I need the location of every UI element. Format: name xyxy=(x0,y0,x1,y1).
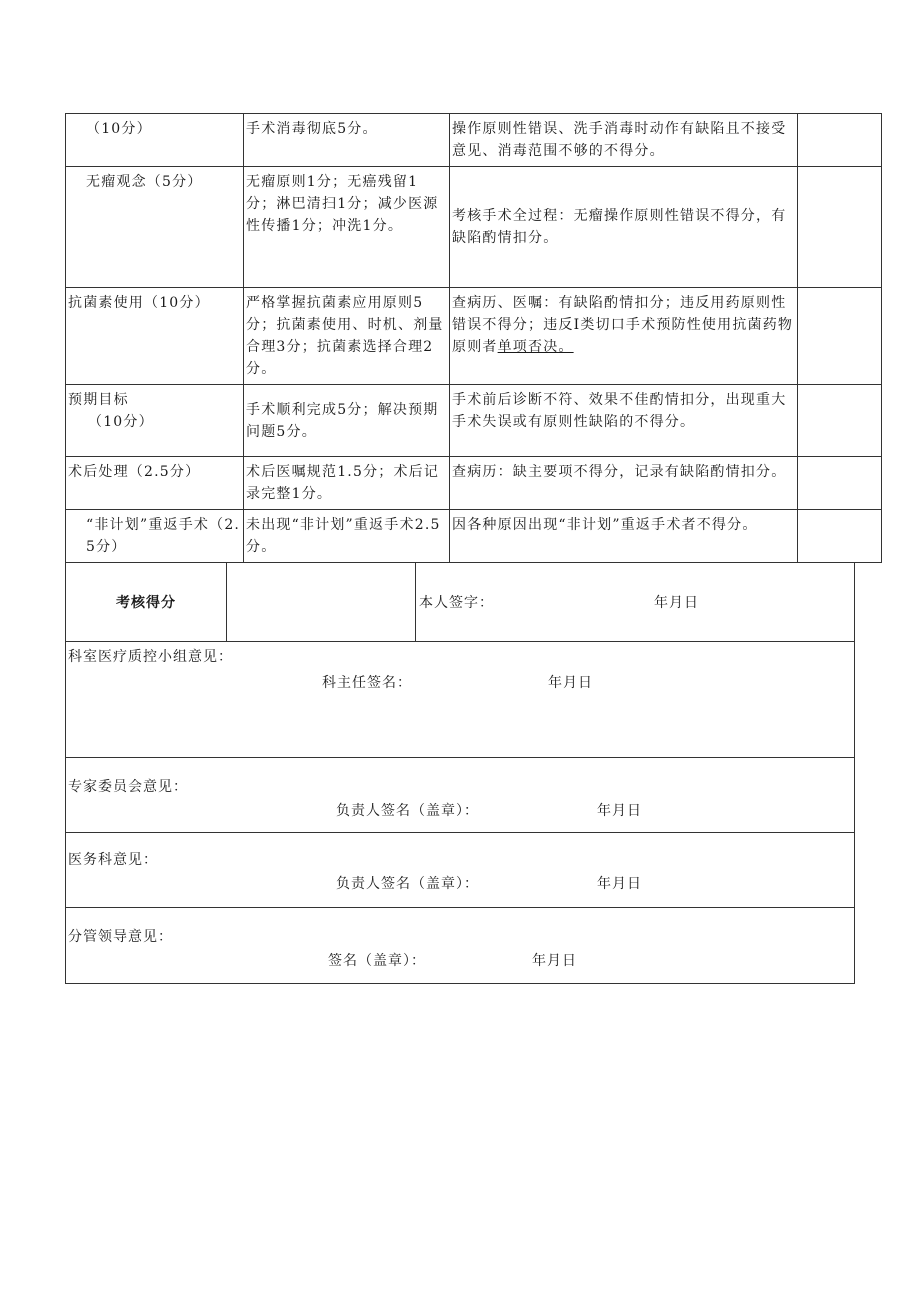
opinion-signature xyxy=(336,800,642,820)
score-cell[interactable] xyxy=(798,510,882,563)
opinion-title: 科室医疗质控小组意见： xyxy=(68,649,233,665)
evaluation-form xyxy=(65,113,855,984)
table-row xyxy=(66,288,882,385)
table-row xyxy=(66,457,882,510)
method-cell xyxy=(450,114,798,167)
date-label: 年月日 xyxy=(597,803,642,819)
opinion-title: 分管领导意见： xyxy=(68,929,173,945)
item-text-line2: （10分） xyxy=(88,414,154,430)
method-text: 手术前后诊断不符、效果不佳酌情扣分，出现重大手术失误或有原则性缺陷的不得分。 xyxy=(452,392,787,430)
date-label: 年月日 xyxy=(654,595,699,611)
dept-quality-opinion[interactable] xyxy=(65,642,855,758)
table-row xyxy=(66,167,882,288)
item-cell xyxy=(66,385,244,457)
standard-text: 手术消毒彻底5分。 xyxy=(246,121,378,137)
standard-cell xyxy=(244,510,450,563)
item-cell xyxy=(66,457,244,510)
method-text: 因各种原因出现“非计划”重返手术者不得分。 xyxy=(452,517,758,533)
standard-text: 无瘤原则1分；无癌残留1分；淋巴清扫1分；减少医源性传播1分；冲洗1分。 xyxy=(246,174,439,234)
item-cell xyxy=(66,510,244,563)
veto-text: 单项否决。 xyxy=(497,339,574,355)
standard-text: 术后医嘱规范1.5分；术后记录完整1分。 xyxy=(246,464,440,502)
sign-label: 科主任签名： xyxy=(322,675,412,691)
leadership-opinion[interactable] xyxy=(65,908,855,984)
item-text: 无瘤观念（5分） xyxy=(86,174,203,190)
method-cell xyxy=(450,288,798,385)
sign-label: 负责人签名（盖章）： xyxy=(336,876,479,892)
self-signature-cell[interactable] xyxy=(416,563,855,642)
score-cell[interactable] xyxy=(798,114,882,167)
method-cell xyxy=(450,167,798,288)
opinion-title: 专家委员会意见： xyxy=(68,779,188,795)
score-label: 考核得分 xyxy=(66,563,227,642)
method-text: 操作原则性错误、洗手消毒时动作有缺陷且不接受意见、消毒范围不够的不得分。 xyxy=(452,121,787,159)
standard-text: 未出现“非计划”重返手术2.5分。 xyxy=(246,517,441,555)
standard-cell xyxy=(244,288,450,385)
signature-label: 本人签字： xyxy=(419,595,494,611)
standard-cell xyxy=(244,385,450,457)
item-text: 术后处理（2.5分） xyxy=(68,464,201,480)
method-cell xyxy=(450,457,798,510)
method-text: 查病历、医嘱：有缺陷酌情扣分；违反用药原则性错误不得分；违反I类切口手术预防性使用抗菌药物原则者 xyxy=(452,295,794,355)
opinion-signature xyxy=(336,873,642,893)
sign-label: 签名（盖章）： xyxy=(328,953,426,969)
medical-affairs-opinion[interactable] xyxy=(65,833,855,908)
standard-cell xyxy=(244,167,450,288)
score-input[interactable] xyxy=(227,563,416,642)
score-cell[interactable] xyxy=(798,385,882,457)
item-text: 抗菌素使用（10分） xyxy=(68,295,210,311)
method-text: 考核手术全过程：无瘤操作原则性错误不得分，有缺陷酌情扣分。 xyxy=(452,208,787,246)
score-table xyxy=(65,562,855,642)
item-text: （10分） xyxy=(86,121,152,137)
table-row xyxy=(66,114,882,167)
score-cell[interactable] xyxy=(798,167,882,288)
opinion-title: 医务科意见： xyxy=(68,852,158,868)
method-cell xyxy=(450,510,798,563)
table-row xyxy=(66,510,882,563)
item-text: “非计划”重返手术（2.5分） xyxy=(86,517,241,555)
sign-label: 负责人签名（盖章）： xyxy=(336,803,479,819)
standard-cell xyxy=(244,457,450,510)
date-label: 年月日 xyxy=(597,876,642,892)
standard-text: 严格掌握抗菌素应用原则5分；抗菌素使用、时机、剂量合理3分；抗菌素选择合理2分。 xyxy=(246,295,444,377)
item-cell xyxy=(66,288,244,385)
table-row xyxy=(66,385,882,457)
self-signature xyxy=(417,592,853,612)
score-cell[interactable] xyxy=(798,288,882,385)
date-label: 年月日 xyxy=(532,953,577,969)
standard-text: 手术顺利完成5分；解决预期问题5分。 xyxy=(246,401,439,440)
item-cell xyxy=(66,167,244,288)
date-label: 年月日 xyxy=(548,675,593,691)
method-cell xyxy=(450,385,798,457)
item-cell xyxy=(66,114,244,167)
score-cell[interactable] xyxy=(798,457,882,510)
item-text: 预期目标 xyxy=(68,392,129,408)
expert-committee-opinion[interactable] xyxy=(65,758,855,833)
score-row xyxy=(66,563,855,642)
opinion-signature xyxy=(328,950,577,970)
criteria-table xyxy=(65,113,882,563)
standard-cell xyxy=(244,114,450,167)
opinion-signature xyxy=(322,672,593,692)
method-text: 查病历：缺主要项不得分，记录有缺陷酌情扣分。 xyxy=(452,464,787,480)
